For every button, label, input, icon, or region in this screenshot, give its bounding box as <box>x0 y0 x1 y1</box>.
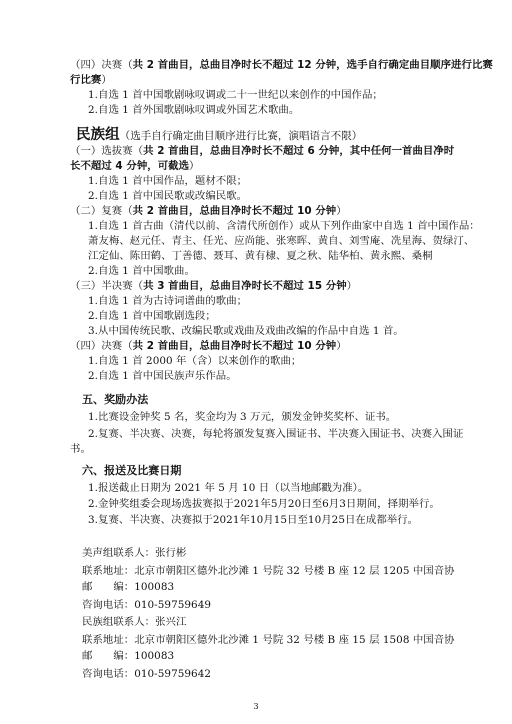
folk-contact: 民族组联系人：张兴江 <box>82 616 187 628</box>
list-item: 2.金钟奖组委会现场选拔赛拟于2021年5月20日至6月3日期间，择期举行。 <box>88 498 440 510</box>
list-item: 1.比赛设金钟奖 5 名，奖金均为 3 万元，颁发金钟奖奖杯、证书。 <box>88 411 397 423</box>
list-item: 2.自选 1 首中国民族声乐作品。 <box>88 370 237 382</box>
list-item: 1.自选 1 首为古诗词谱曲的歌曲； <box>88 295 248 307</box>
folk-postcode: 邮 编：100083 <box>82 650 175 662</box>
folk-semifinal-heading: （三）半决赛（共 3 首曲目，总曲目净时长不超过 15 分钟） <box>70 280 358 292</box>
composer-list-cont: 江定仙、陈田鹤、丁善德、聂耳、黄有棣、夏之秋、陆华柏、黄永熙、桑桐 <box>88 250 433 262</box>
page-number: 3 <box>253 702 259 711</box>
folk-selection-heading: （一）选拔赛（共 2 首曲目，总曲目净时长不超过 6 分钟，其中任何一首曲目净时 <box>70 145 455 157</box>
folk-address: 联系地址：北京市朝阳区德外北沙滩 1 号院 32 号楼 B 座 15 层 1508 中国音协 <box>82 634 455 646</box>
bel-canto-postcode: 邮 编：100083 <box>82 581 175 593</box>
folk-selection-heading-cont: 长不超过 4 分钟，可截选） <box>70 160 200 172</box>
list-item: 2.自选 1 首外国歌剧咏叹调或外国艺术歌曲。 <box>88 104 300 116</box>
list-item: 2.复赛、半决赛、决赛，每轮将颁发复赛入围证书、半决赛入围证书、决赛入围证 <box>88 428 464 440</box>
list-item: 1.自选 1 首 2000 年（含）以来创作的歌曲； <box>88 355 302 367</box>
bel-canto-final-heading-cont: 行比赛） <box>70 74 112 86</box>
list-item: 2.自选 1 首中国民歌或改编民歌。 <box>88 190 248 202</box>
dates-heading: 六、报送及比赛日期 <box>82 464 182 477</box>
folk-final-heading: （四）决赛（共 2 首曲目，总曲目净时长不超过 10 分钟） <box>70 340 347 352</box>
awards-heading: 五、奖励办法 <box>82 393 149 406</box>
bel-canto-contact: 美声组联系人：张行彬 <box>82 547 187 559</box>
list-item: 1.报送截止日期为 2021 年 5 月 10 日（以当地邮戳为准）。 <box>88 482 369 494</box>
list-item: 1.自选 1 首中国作品，题材不限； <box>88 175 248 187</box>
list-item: 1.自选 1 首中国歌剧咏叹调或二十一世纪以来创作的中国作品； <box>88 89 383 101</box>
folk-semifinal-round-heading: （二）复赛（共 2 首曲目，总曲目净时长不超过 10 分钟） <box>70 205 347 217</box>
list-item: 1.自选 1 首古曲（清代以前、含清代所创作）或从下列作曲家中自选 1 首中国作品： <box>88 220 480 232</box>
folk-group-heading: 民族组（选手自行确定曲目顺序进行比赛，演唱语言不限） <box>76 127 363 143</box>
folk-phone: 咨询电话：010-59759642 <box>82 668 212 680</box>
list-item: 3.复赛、半决赛、决赛拟于2021年10月15日至10月25日在成都举行。 <box>88 514 419 526</box>
list-item: 2.自选 1 首中国歌剧选段； <box>88 310 216 322</box>
list-item: 3.从中国传统民歌、改编民歌或戏曲及戏曲改编的作品中自选 1 首。 <box>88 325 404 337</box>
composer-list: 萧友梅、赵元任、青主、任光、应尚能、张寒晖、黄自、刘雪庵、冼星海、贺绿汀、 <box>88 235 475 247</box>
bel-canto-final-heading: （四）决赛（共 2 首曲目，总曲目净时长不超过 12 分钟，选手自行确定曲目顺序进行比赛 <box>70 59 493 71</box>
bel-canto-phone: 咨询电话：010-59759649 <box>82 599 212 611</box>
bel-canto-address: 联系地址：北京市朝阳区德外北沙滩 1 号院 32 号楼 B 座 12 层 1205 中国音协 <box>82 565 455 577</box>
list-item: 2.自选 1 首中国歌曲。 <box>88 265 195 277</box>
list-item-cont: 书。 <box>70 443 91 455</box>
